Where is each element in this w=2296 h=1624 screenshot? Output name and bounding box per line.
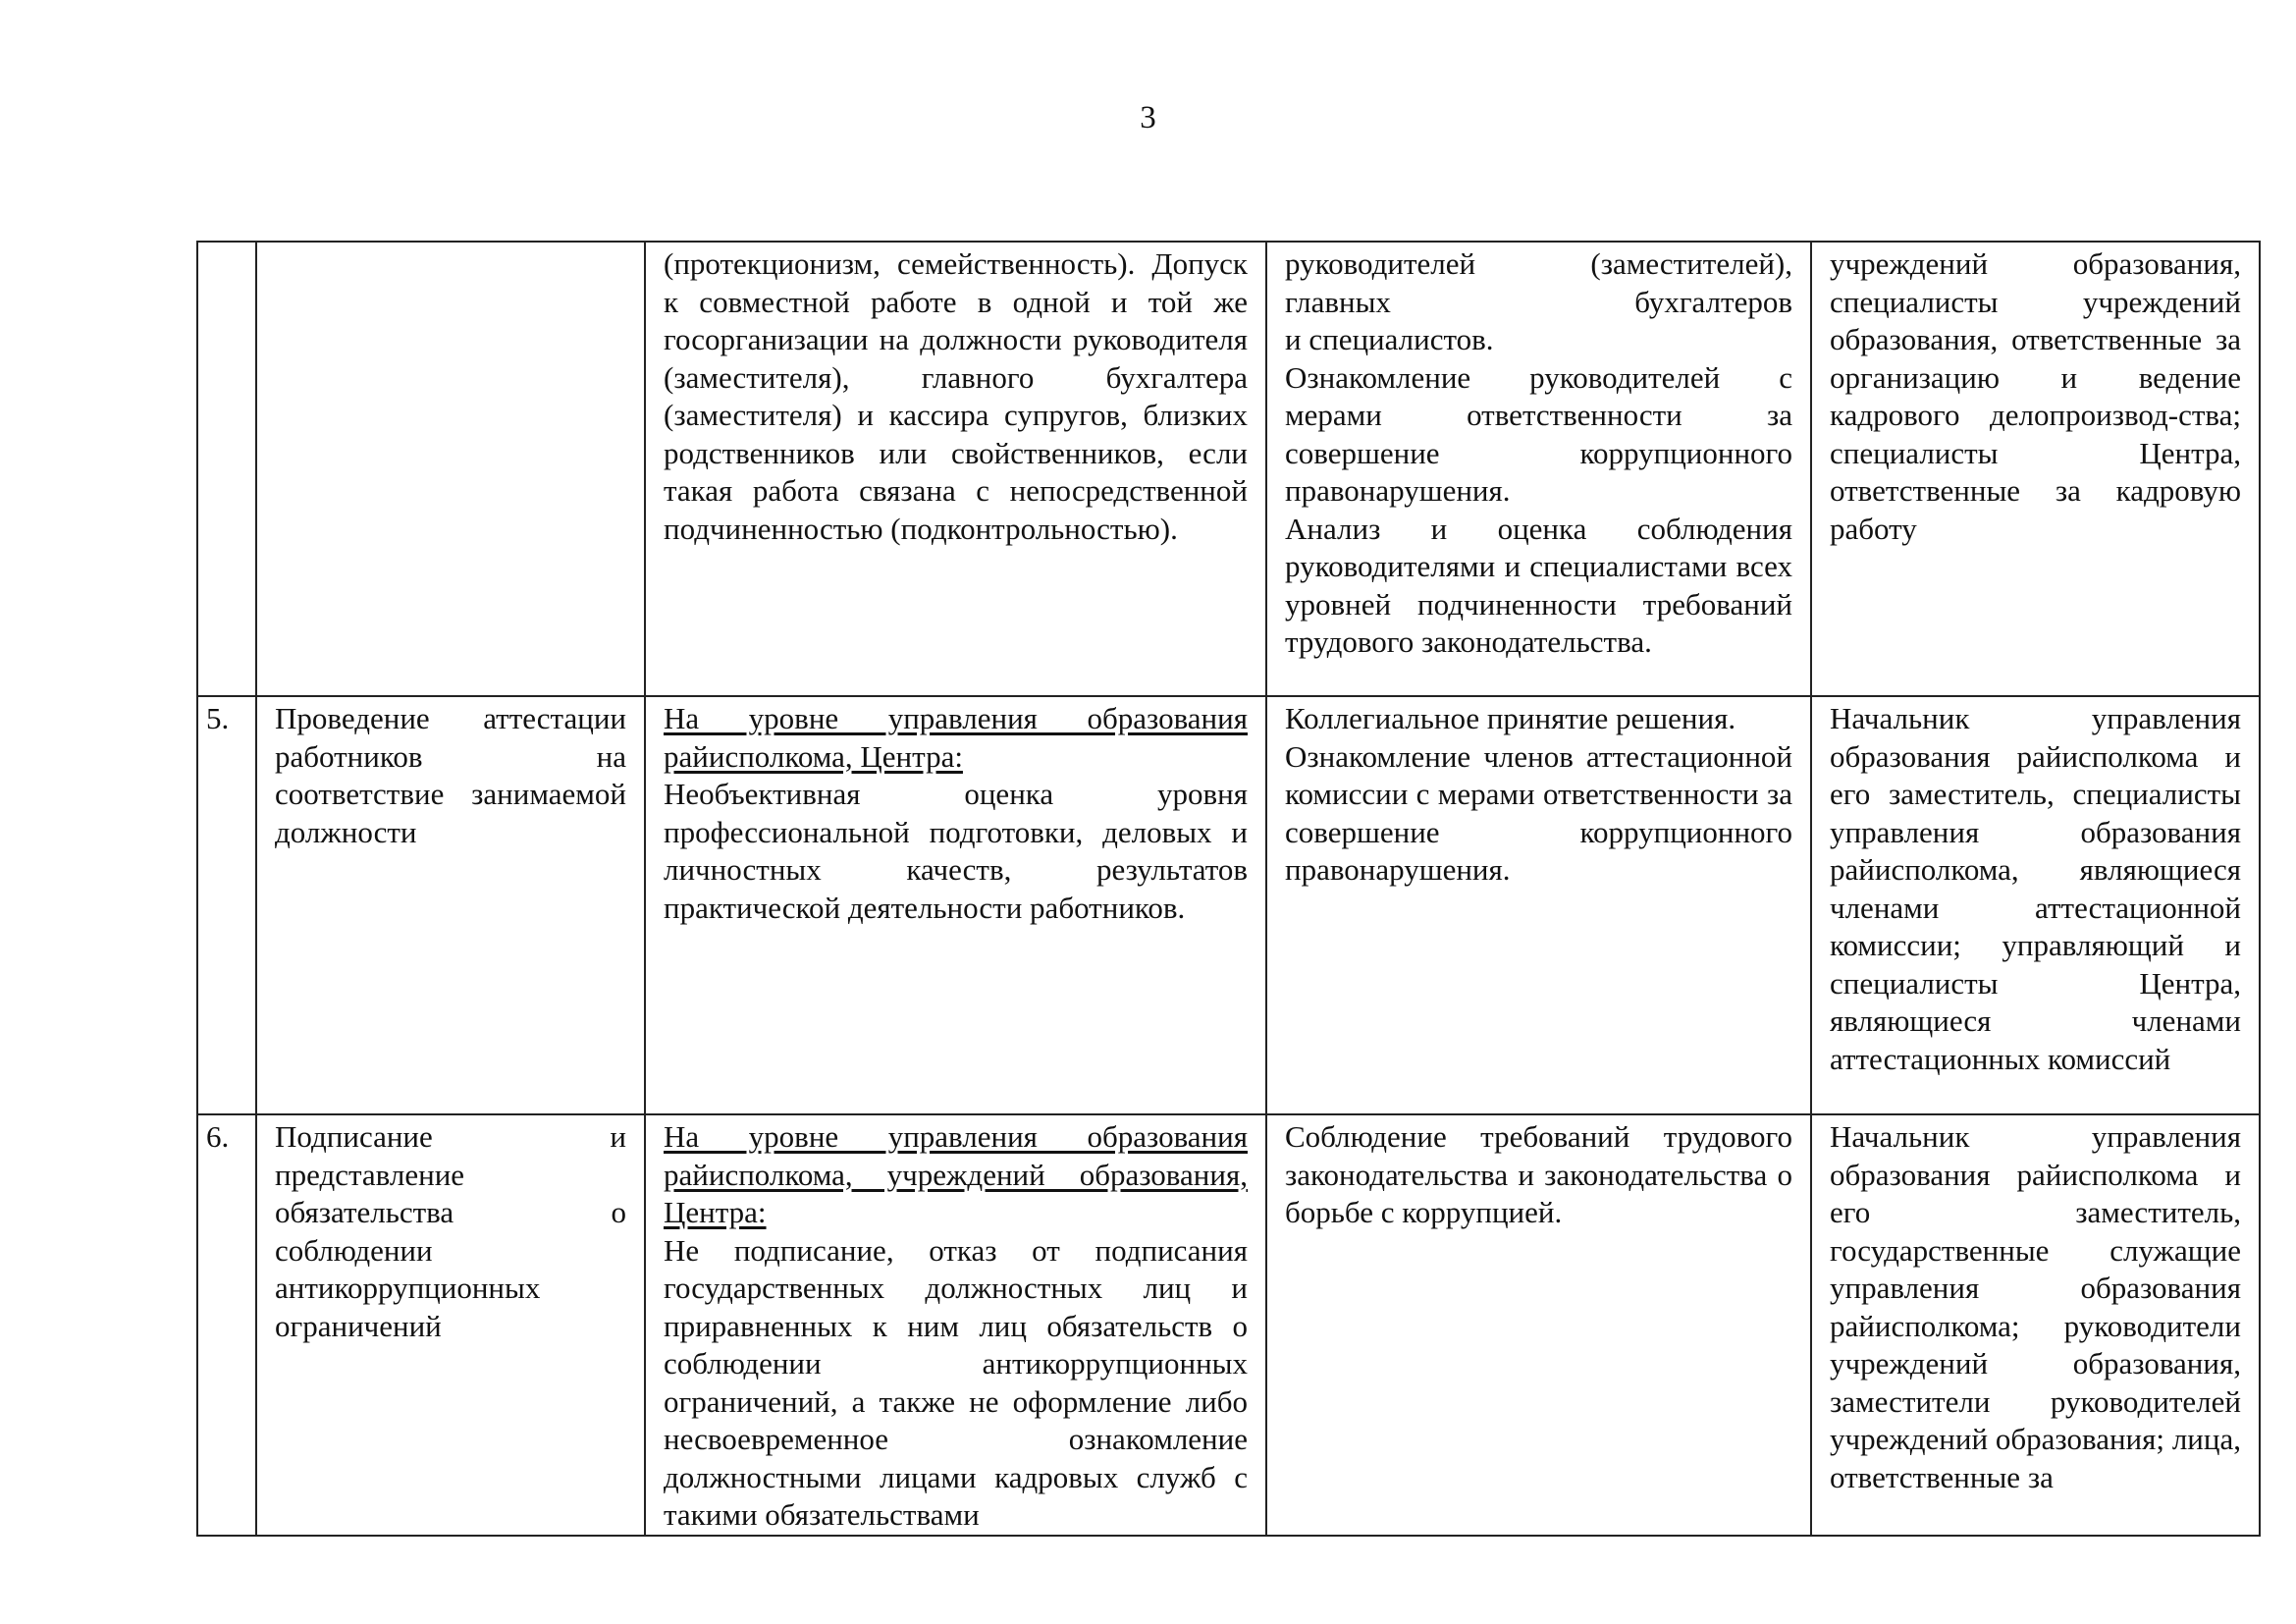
activity-cell	[256, 242, 645, 696]
risk-text: (протекционизм, семейственность). Допуск к совместной работе в одной и той же госорганизации на должности руководителя (заместителя), главного бухгалтера (заместителя) и кассира супругов, близких родственников или свойственников, если такая работа связана с непосредственной подчиненностью (подконтрольностью).	[664, 246, 1248, 546]
measures-text: Анализ и оценка соблюдения руководителями и специалистами всех уровней подчиненности требований трудового законодательства.	[1285, 511, 1792, 659]
risk-level-heading: На уровне управления образования райисполкома, Центра:	[664, 701, 1248, 774]
responsible-cell	[1811, 242, 2260, 696]
responsible-text: Начальник управления образования райисполкома и его заместитель, специалисты управления образования райисполкома, являющиеся членами аттестационной комиссии; управляющий и специалисты Центра, являющиеся членами аттестационных комиссий	[1830, 701, 2241, 1076]
measures-text: Коллегиальное принятие решения.	[1285, 701, 1736, 735]
responsible-cell	[1811, 1114, 2260, 1536]
measures-text: Ознакомление руководителей с мерами ответственности за совершение коррупционного правонарушения.	[1285, 359, 1792, 508]
measures-cell	[1266, 1114, 1811, 1536]
row-number-cell: 6.	[197, 1114, 256, 1536]
measures-text: Соблюдение требований трудового законодательства и законодательства о борьбе с коррупцией.	[1285, 1119, 1792, 1229]
measures-cell	[1266, 696, 1811, 1114]
measures-text: руководителей (заместителей), главных бухгалтеров	[1285, 246, 1792, 319]
activity-cell	[256, 696, 645, 1114]
measures-cell	[1266, 242, 1811, 696]
activity-text: Подписание и представление обязательства о соблюдении антикоррупционных ограничений	[275, 1119, 626, 1343]
table-row	[197, 1114, 2260, 1536]
responsible-text: Начальник управления образования райисполкома и его заместитель, государственные служащие управления образования райисполкома; руководители учреждений образования, заместители руководителей учреждений образования; лица, ответственные за	[1830, 1119, 2241, 1494]
activity-cell	[256, 1114, 645, 1536]
risk-cell	[645, 1114, 1266, 1536]
risk-level-heading: На уровне управления образования райисполкома, учреждений образования, Центра:	[664, 1119, 1248, 1229]
activity-text: Проведение аттестации работников на соответствие занимаемой должности	[275, 701, 626, 849]
row-number-cell: 5.	[197, 696, 256, 1114]
row-number-cell	[197, 242, 256, 696]
risk-text: Не подписание, отказ от подписания государственных должностных лиц и приравненных к ним лиц обязательств о соблюдении антикоррупционных ограничений, а также не оформление либо несвоевременное ознакомление должностными лицами кадровых служб с такими обязательствами	[664, 1232, 1248, 1532]
table-row	[197, 242, 2260, 696]
risk-cell	[645, 242, 1266, 696]
page-number: 3	[1140, 100, 1156, 135]
responsible-cell	[1811, 696, 2260, 1114]
responsible-text: учреждений образования, специалисты учреждений образования, ответственные за организацию и ведение кадрового делопроизвод-ства; специалисты Центра, ответственные за кадровую работу	[1830, 246, 2241, 546]
risk-cell	[645, 696, 1266, 1114]
risk-text: Необъективная оценка уровня профессиональной подготовки, деловых и личностных качеств, результатов практической деятельности работников.	[664, 777, 1248, 925]
measures-text: и специалистов.	[1285, 322, 1494, 356]
table-row	[197, 696, 2260, 1114]
measures-text: Ознакомление членов аттестационной комиссии с мерами ответственности за совершение коррупционного правонарушения.	[1285, 738, 1792, 887]
risk-table	[196, 241, 2261, 1537]
